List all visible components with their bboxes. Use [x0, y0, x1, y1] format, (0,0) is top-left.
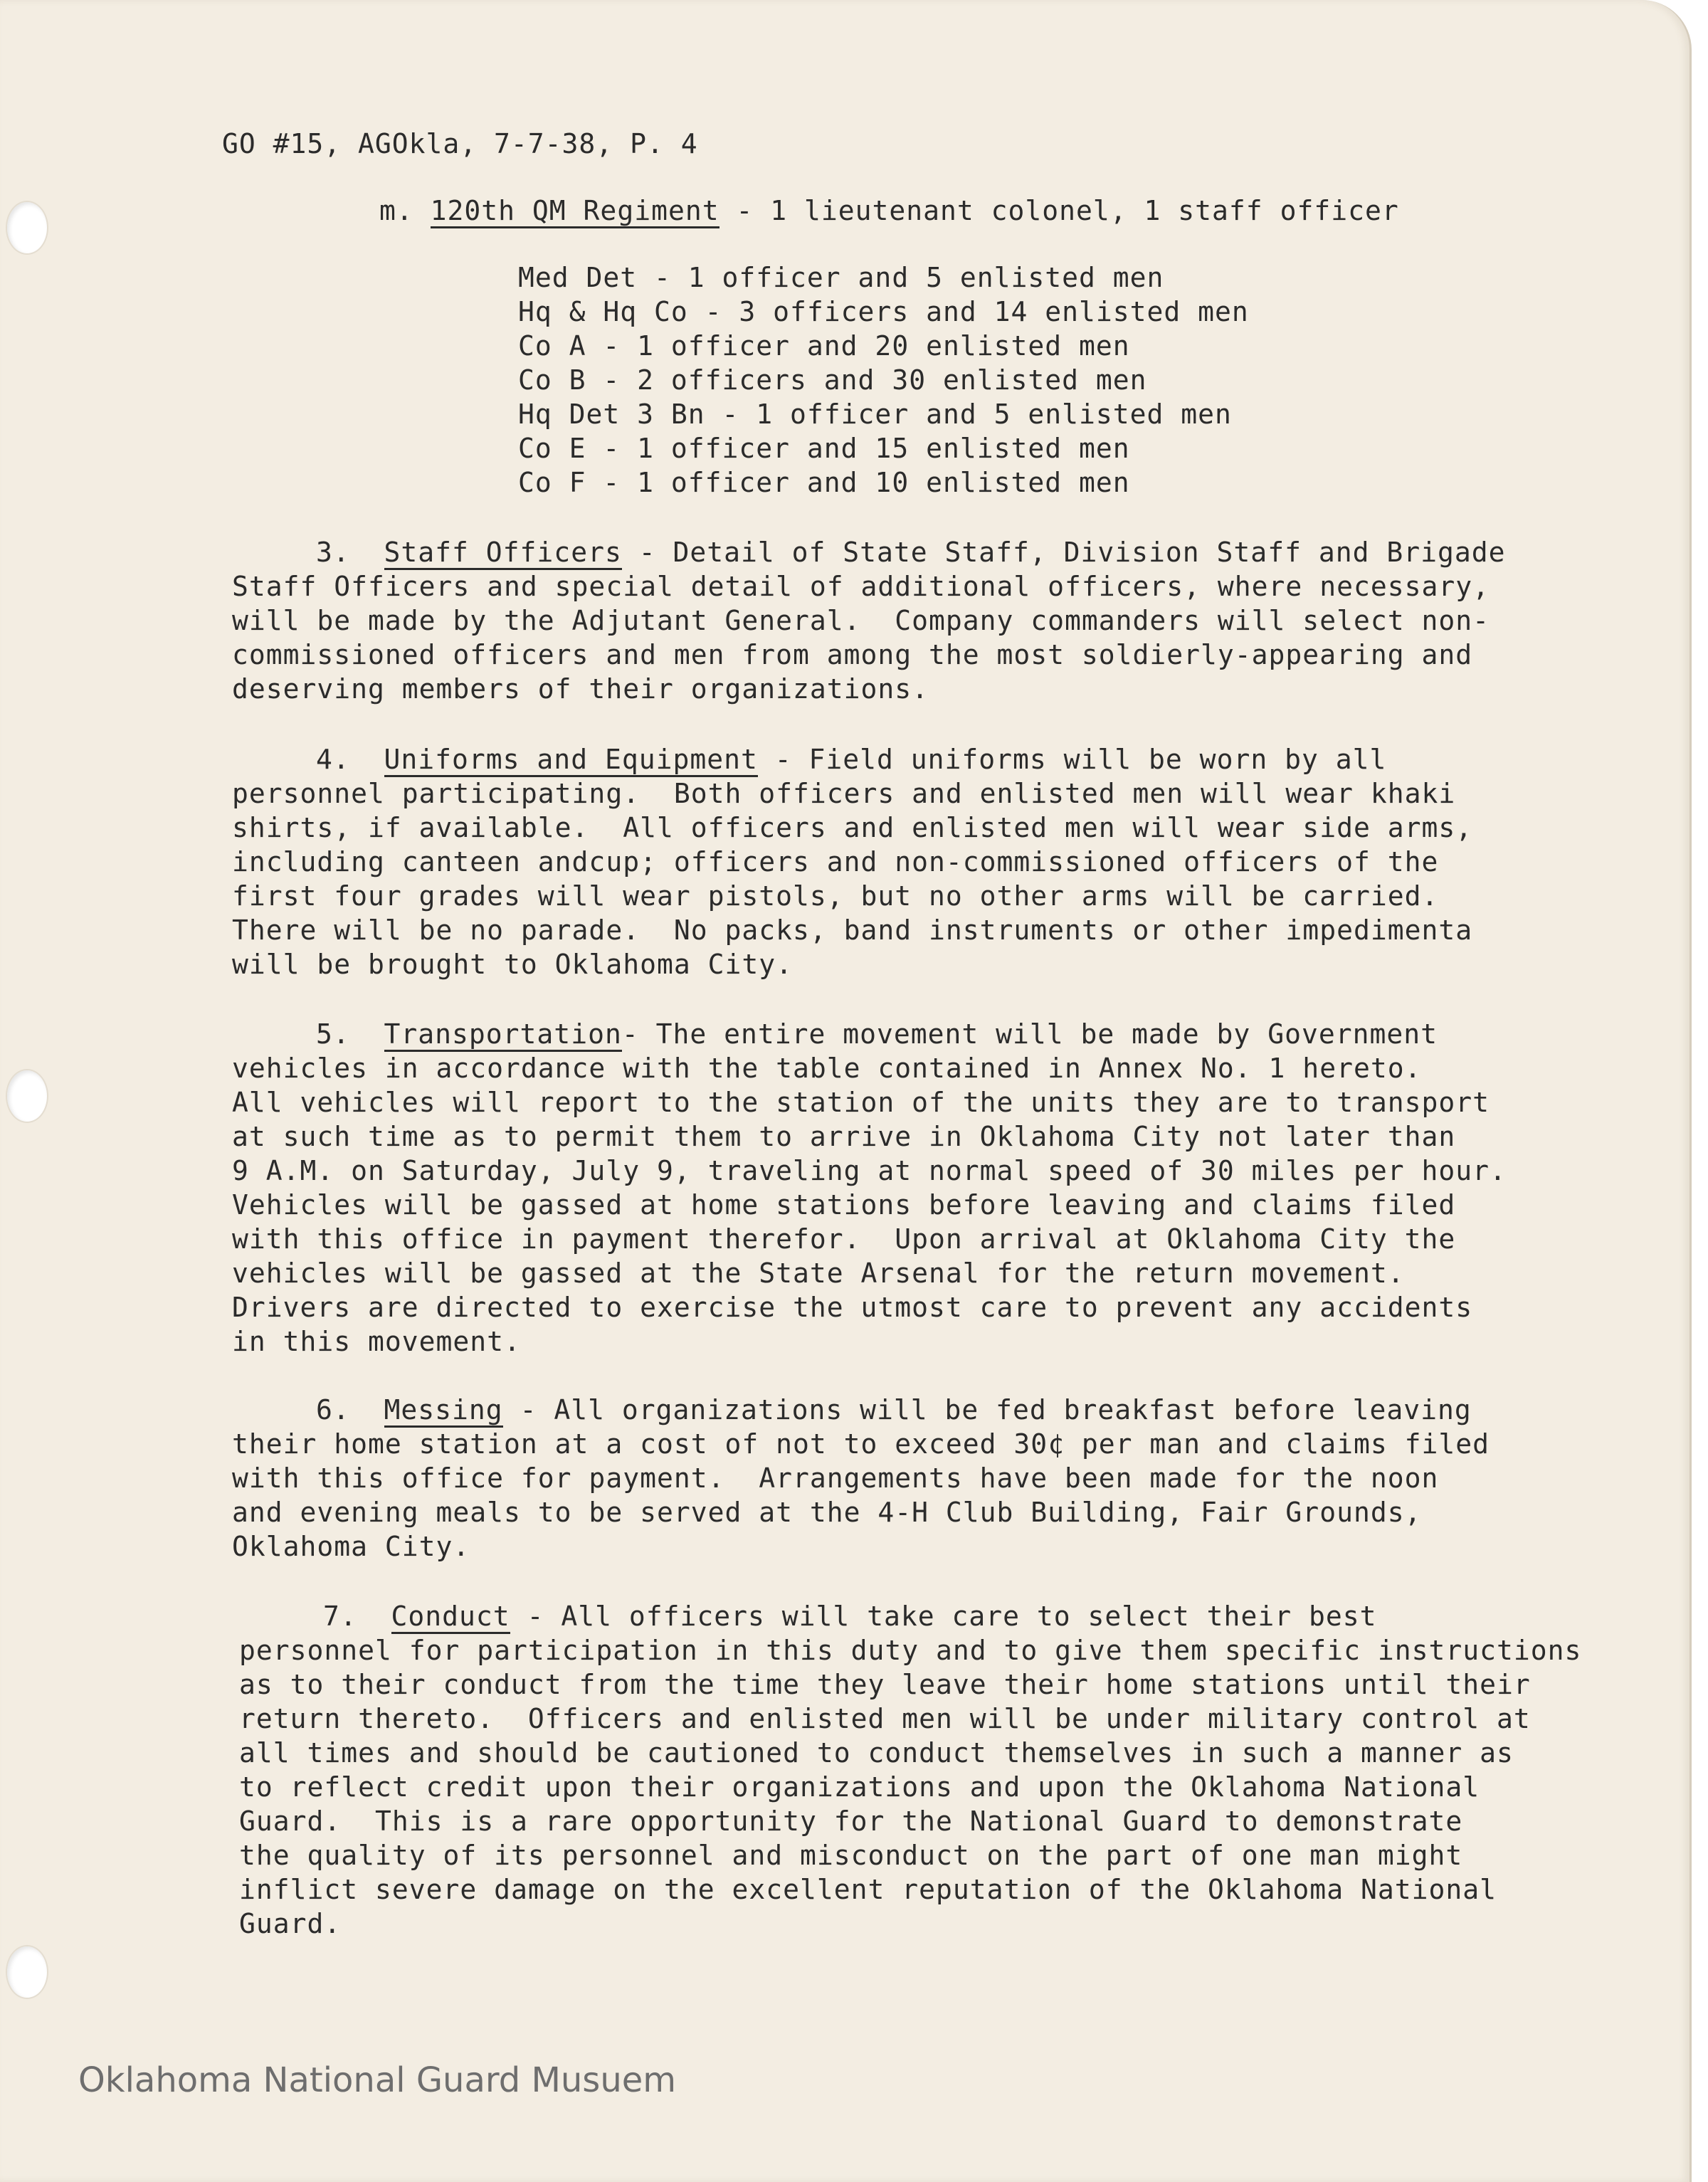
section-4-first-line: - Field uniforms will be worn by all — [757, 744, 1387, 775]
section-4-line: first four grades will wear pistols, but no other arms will be carried. — [232, 880, 1439, 912]
section-7-title: Conduct — [391, 1601, 510, 1634]
section-5-heading — [316, 1017, 1438, 1051]
item-m-line — [379, 194, 1399, 228]
unit-line: Co B - 2 officers and 30 enlisted men — [518, 364, 1147, 396]
section-6-number: 6. — [316, 1394, 350, 1425]
museum-watermark: Oklahoma National Guard Musuem — [78, 2060, 677, 2100]
section-3-number: 3. — [316, 537, 350, 568]
section-5-title: Transportation — [384, 1018, 622, 1052]
section-3-line: will be made by the Adjutant General. Company commanders will select non- — [232, 605, 1490, 636]
section-7-line: personnel for participation in this duty and to give them specific instructions — [239, 1635, 1582, 1666]
section-3-first-line: - Detail of State Staff, Division Staff and Brigade — [621, 537, 1506, 568]
section-4-line: including canteen andcup; officers and non-commissioned officers of the — [232, 846, 1439, 877]
section-7-line: Guard. — [239, 1908, 342, 1939]
section-5-line: 9 A.M. on Saturday, July 9, traveling at normal speed of 30 miles per hour. — [232, 1155, 1507, 1186]
section-6-first-line: - All organizations will be fed breakfast before leaving — [502, 1394, 1472, 1425]
section-4-line: shirts, if available. All officers and enlisted men will wear side arms, — [232, 812, 1473, 843]
section-4-heading — [316, 742, 1386, 776]
section-7-line: as to their conduct from the time they leave their home stations until their — [239, 1669, 1531, 1700]
unit-line: Co A - 1 officer and 20 enlisted men — [518, 330, 1130, 362]
section-4-line: will be brought to Oklahoma City. — [232, 949, 793, 980]
section-6-line: with this office for payment. Arrangements have been made for the noon — [232, 1462, 1439, 1494]
section-7-heading — [323, 1599, 1376, 1633]
item-m-title: 120th QM Regiment — [431, 195, 719, 228]
section-5-first-line: - The entire movement will be made by Government — [621, 1018, 1438, 1050]
section-5-line: in this movement. — [232, 1326, 521, 1357]
unit-line: Co E - 1 officer and 15 enlisted men — [518, 433, 1130, 464]
section-3-line: Staff Officers and special detail of additional officers, where necessary, — [232, 571, 1490, 602]
unit-line: Hq & Hq Co - 3 officers and 14 enlisted men — [518, 296, 1249, 327]
unit-line: Hq Det 3 Bn - 1 officer and 5 enlisted men — [518, 399, 1232, 430]
page-header: GO #15, AGOkla, 7-7-38, P. 4 — [222, 128, 698, 159]
section-5-line: Vehicles will be gassed at home stations before leaving and claims filed — [232, 1189, 1456, 1221]
section-5-number: 5. — [316, 1018, 350, 1050]
section-7-line: return thereto. Officers and enlisted men will be under military control at — [239, 1703, 1531, 1734]
section-7-first-line: - All officers will take care to select their best — [510, 1601, 1377, 1632]
section-7-line: inflict severe damage on the excellent reputation of the Oklahoma National — [239, 1874, 1497, 1905]
section-7-number: 7. — [323, 1601, 357, 1632]
section-5-line: Drivers are directed to exercise the utmost care to prevent any accidents — [232, 1292, 1473, 1323]
punch-hole-bottom — [6, 1945, 48, 1999]
item-m-text: - 1 lieutenant colonel, 1 staff officer — [719, 195, 1399, 226]
section-3-line: commissioned officers and men from among the most soldierly-appearing and — [232, 639, 1473, 670]
punch-hole-top — [6, 201, 48, 255]
punch-hole-middle — [6, 1069, 48, 1123]
section-4-number: 4. — [316, 744, 350, 775]
section-6-title: Messing — [384, 1394, 503, 1428]
section-4-line: There will be no parade. No packs, band instruments or other impedimenta — [232, 915, 1473, 946]
section-7-line: to reflect credit upon their organizations and upon the Oklahoma National — [239, 1771, 1480, 1803]
section-4-line: personnel participating. Both officers and enlisted men will wear khaki — [232, 778, 1456, 809]
section-3-heading — [316, 535, 1505, 569]
section-5-line: vehicles in accordance with the table contained in Annex No. 1 hereto. — [232, 1053, 1422, 1084]
section-5-line: at such time as to permit them to arrive in Oklahoma City not later than — [232, 1121, 1456, 1152]
section-5-line: vehicles will be gassed at the State Arsenal for the return movement. — [232, 1258, 1405, 1289]
section-6-heading — [316, 1393, 1472, 1427]
section-3-line: deserving members of their organizations. — [232, 673, 929, 705]
section-7-line: Guard. This is a rare opportunity for the National Guard to demonstrate — [239, 1806, 1463, 1837]
item-m-letter: m. — [379, 195, 413, 226]
section-3-title: Staff Officers — [384, 537, 622, 570]
section-7-line: the quality of its personnel and misconduct on the part of one man might — [239, 1840, 1463, 1871]
section-6-line: their home station at a cost of not to exceed 30¢ per man and claims filed — [232, 1428, 1490, 1460]
section-5-line: with this office in payment therefor. Upon arrival at Oklahoma City the — [232, 1223, 1456, 1255]
section-6-line: and evening meals to be served at the 4-H Club Building, Fair Grounds, — [232, 1497, 1422, 1528]
unit-line: Co F - 1 officer and 10 enlisted men — [518, 467, 1130, 498]
section-5-line: All vehicles will report to the station of the units they are to transport — [232, 1087, 1490, 1118]
unit-line: Med Det - 1 officer and 5 enlisted men — [518, 262, 1164, 293]
section-6-line: Oklahoma City. — [232, 1531, 470, 1562]
section-4-title: Uniforms and Equipment — [384, 744, 758, 777]
section-7-line: all times and should be cautioned to conduct themselves in such a manner as — [239, 1737, 1514, 1769]
